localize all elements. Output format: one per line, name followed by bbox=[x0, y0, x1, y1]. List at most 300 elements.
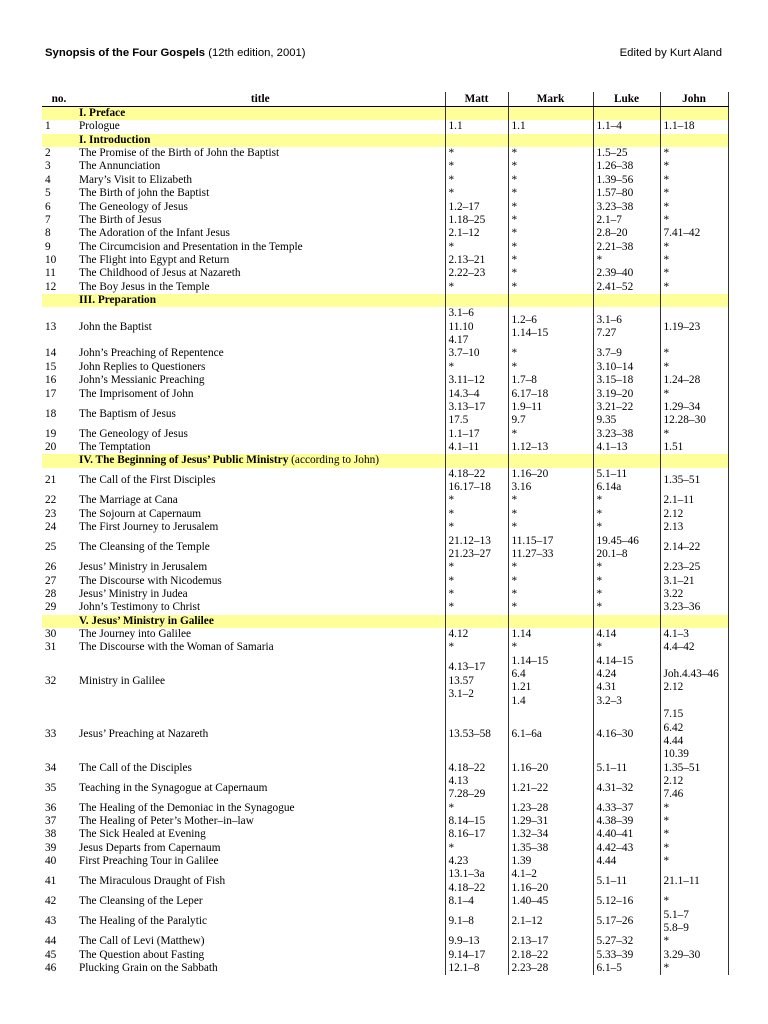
luke-reference-cell bbox=[593, 868, 660, 895]
luke-reference: * bbox=[596, 574, 603, 587]
matt-reference: 3.1–6 bbox=[448, 307, 474, 320]
section-title: III. Preparation bbox=[79, 294, 156, 307]
pericope-number-cell bbox=[42, 601, 76, 614]
section-number-cell bbox=[42, 454, 76, 467]
pericope-number-cell bbox=[42, 775, 76, 802]
matt-reference: 13.53–58 bbox=[448, 728, 491, 741]
luke-reference: 3.7–9 bbox=[596, 347, 622, 360]
luke-reference: 9.35 bbox=[596, 414, 617, 427]
pericope-number-cell bbox=[42, 281, 76, 294]
pericope-number-cell bbox=[42, 828, 76, 841]
luke-reference: 4.44 bbox=[596, 855, 617, 868]
matt-reference: * bbox=[448, 521, 455, 534]
john-reference: * bbox=[663, 347, 670, 360]
pericope-title: Mary’s Visit to Elizabeth bbox=[79, 173, 193, 186]
mark-reference-cell bbox=[508, 962, 593, 975]
john-reference-cell bbox=[660, 388, 728, 401]
matt-reference: 13.57 bbox=[448, 674, 474, 687]
luke-reference-cell bbox=[593, 388, 660, 401]
luke-reference: 5.33–39 bbox=[596, 948, 634, 961]
pericope-title-cell bbox=[76, 160, 445, 173]
mark-reference: 1.14–15 bbox=[511, 327, 549, 340]
section-heading bbox=[79, 454, 445, 467]
matt-reference: * bbox=[448, 240, 455, 253]
luke-reference-cell bbox=[593, 855, 660, 868]
pericope-number-cell bbox=[42, 895, 76, 908]
pericope-number: 8 bbox=[45, 227, 51, 240]
mark-reference: * bbox=[511, 173, 518, 186]
luke-reference: 3.1–6 bbox=[596, 314, 622, 327]
matt-reference: 1.18–25 bbox=[448, 213, 486, 226]
mark-reference-cell bbox=[508, 868, 593, 895]
mark-reference: 1.29–31 bbox=[511, 815, 549, 828]
mark-reference: 1.23–28 bbox=[511, 801, 549, 814]
pericope-title: The Sick Healed at Evening bbox=[79, 828, 206, 841]
pericope-row bbox=[42, 708, 728, 761]
pericope-number: 22 bbox=[45, 494, 57, 507]
john-reference: * bbox=[663, 387, 670, 400]
mark-reference: * bbox=[511, 253, 518, 266]
matt-reference: 8.14–15 bbox=[448, 815, 486, 828]
luke-reference: 5.27–32 bbox=[596, 935, 634, 948]
mark-reference: 1.14 bbox=[511, 628, 532, 641]
mark-reference-cell bbox=[508, 561, 593, 574]
luke-reference: 3.23–38 bbox=[596, 200, 634, 213]
mark-reference: 1.39 bbox=[511, 855, 532, 868]
pericope-title-cell bbox=[76, 575, 445, 588]
pericope-number: 33 bbox=[45, 728, 57, 741]
pericope-number-cell bbox=[42, 160, 76, 173]
pericope-title: The Adoration of the Infant Jesus bbox=[79, 227, 230, 240]
pericope-number: 2 bbox=[45, 147, 51, 160]
luke-reference: 5.1–11 bbox=[596, 467, 628, 480]
luke-reference-cell bbox=[593, 361, 660, 374]
pericope-number: 36 bbox=[45, 801, 57, 814]
luke-reference-cell bbox=[593, 441, 660, 454]
section-number-cell bbox=[42, 615, 76, 628]
john-reference: * bbox=[663, 280, 670, 293]
luke-reference-cell bbox=[593, 708, 660, 761]
pericope-number-cell bbox=[42, 374, 76, 387]
pericope-title: The Cleansing of the Leper bbox=[79, 895, 203, 908]
luke-reference-cell bbox=[593, 575, 660, 588]
pericope-title-cell bbox=[76, 842, 445, 855]
section-heading bbox=[79, 615, 445, 628]
pericope-row bbox=[42, 535, 728, 562]
pericope-number: 26 bbox=[45, 561, 57, 574]
john-reference: 2.1–11 bbox=[663, 494, 695, 507]
luke-reference: 1.26–38 bbox=[596, 160, 634, 173]
luke-reference-cell bbox=[593, 535, 660, 562]
luke-reference-cell bbox=[593, 655, 660, 708]
matt-reference-cell bbox=[445, 241, 508, 254]
matt-reference-cell bbox=[445, 388, 508, 401]
john-reference: 7.46 bbox=[663, 788, 684, 801]
pericope-number-cell bbox=[42, 227, 76, 240]
pericope-number: 20 bbox=[45, 440, 57, 453]
luke-reference: 3.23–38 bbox=[596, 427, 634, 440]
matt-reference-cell bbox=[445, 535, 508, 562]
pericope-title: First Preaching Tour in Galilee bbox=[79, 855, 219, 868]
john-reference-cell bbox=[660, 521, 728, 534]
matt-reference: * bbox=[448, 160, 455, 173]
john-reference: 2.13 bbox=[663, 521, 684, 534]
luke-reference: 2.41–52 bbox=[596, 280, 634, 293]
luke-reference-cell bbox=[593, 628, 660, 641]
pericope-row bbox=[42, 842, 728, 855]
john-reference: 7.41–42 bbox=[663, 227, 701, 240]
section-title: IV. The Beginning of Jesus’ Public Ministry bbox=[79, 454, 289, 467]
luke-reference: 5.1–11 bbox=[596, 875, 628, 888]
john-reference-cell bbox=[660, 855, 728, 868]
matt-reference-cell bbox=[445, 828, 508, 841]
section-title-cell bbox=[76, 134, 445, 147]
john-reference-cell bbox=[660, 401, 728, 428]
matt-reference: 3.1–2 bbox=[448, 688, 474, 701]
luke-reference-cell bbox=[593, 201, 660, 214]
matt-reference: 9.1–8 bbox=[448, 915, 474, 928]
pericope-row bbox=[42, 347, 728, 360]
pericope-title: The Call of Levi (Matthew) bbox=[79, 935, 205, 948]
luke-reference: * bbox=[596, 494, 603, 507]
mark-reference: * bbox=[511, 521, 518, 534]
matt-reference: 12.1–8 bbox=[448, 962, 480, 974]
section-number-cell bbox=[42, 294, 76, 307]
pericope-title: Jesus Departs from Capernaum bbox=[79, 841, 221, 854]
matt-reference: 21.12–13 bbox=[448, 534, 491, 547]
mark-reference: * bbox=[511, 601, 518, 614]
pericope-title-cell bbox=[76, 267, 445, 280]
matt-reference-cell bbox=[445, 281, 508, 294]
pericope-title-cell bbox=[76, 949, 445, 962]
mark-reference-cell bbox=[508, 535, 593, 562]
pericope-number: 46 bbox=[45, 962, 57, 974]
matt-reference-cell bbox=[445, 641, 508, 654]
section-title: V. Jesus’ Ministry in Galilee bbox=[79, 614, 214, 627]
pericope-number-cell bbox=[42, 214, 76, 227]
section-mark-cell bbox=[508, 615, 593, 628]
pericope-number-cell bbox=[42, 388, 76, 401]
section-number-cell bbox=[42, 107, 76, 121]
pericope-number-cell bbox=[42, 147, 76, 160]
section-heading bbox=[79, 294, 445, 307]
john-reference: 1.19–23 bbox=[663, 320, 701, 333]
pericope-number: 23 bbox=[45, 507, 57, 520]
mark-reference-cell bbox=[508, 949, 593, 962]
mark-reference: * bbox=[511, 574, 518, 587]
pericope-title: Jesus’ Ministry in Judea bbox=[79, 587, 188, 600]
john-reference: * bbox=[663, 935, 670, 948]
matt-reference-cell bbox=[445, 201, 508, 214]
pericope-row bbox=[42, 428, 728, 441]
luke-reference: 4.14 bbox=[596, 628, 617, 641]
john-reference-cell bbox=[660, 762, 728, 775]
john-reference: 3.29–30 bbox=[663, 948, 701, 961]
mark-reference: * bbox=[511, 240, 518, 253]
section-mark-cell bbox=[508, 454, 593, 467]
john-reference-cell bbox=[660, 868, 728, 895]
matt-reference-cell bbox=[445, 120, 508, 133]
mark-reference: * bbox=[511, 187, 518, 200]
pericope-row bbox=[42, 120, 728, 133]
matt-reference: 1.1–17 bbox=[448, 427, 480, 440]
john-reference: 10.39 bbox=[663, 748, 689, 761]
matt-reference-cell bbox=[445, 214, 508, 227]
mark-reference-cell bbox=[508, 802, 593, 815]
pericope-number: 6 bbox=[45, 200, 51, 213]
pericope-title-cell bbox=[76, 361, 445, 374]
john-reference-cell bbox=[660, 561, 728, 574]
luke-reference: * bbox=[596, 253, 603, 266]
pericope-row bbox=[42, 174, 728, 187]
section-heading bbox=[79, 107, 445, 120]
pericope-title-cell bbox=[76, 935, 445, 948]
pericope-row bbox=[42, 254, 728, 267]
pericope-title-cell bbox=[76, 762, 445, 775]
mark-reference: 2.13–17 bbox=[511, 935, 549, 948]
section-row bbox=[42, 107, 728, 121]
section-luke-cell bbox=[593, 134, 660, 147]
john-reference: * bbox=[663, 160, 670, 173]
pericope-number: 10 bbox=[45, 253, 57, 266]
john-reference-cell bbox=[660, 588, 728, 601]
pericope-number-cell bbox=[42, 628, 76, 641]
john-reference-cell bbox=[660, 935, 728, 948]
pericope-title: The Imprisoment of John bbox=[79, 387, 194, 400]
section-title: I. Introduction bbox=[79, 133, 151, 146]
mark-reference-cell bbox=[508, 267, 593, 280]
mark-reference: * bbox=[511, 641, 518, 654]
luke-reference: 4.14–15 bbox=[596, 654, 634, 667]
pericope-title: The Discourse with Nicodemus bbox=[79, 574, 222, 587]
john-reference-cell bbox=[660, 949, 728, 962]
pericope-title: The Marriage at Cana bbox=[79, 494, 178, 507]
mark-reference: 1.12–13 bbox=[511, 440, 549, 453]
luke-reference: 1.1–4 bbox=[596, 120, 622, 133]
matt-reference: * bbox=[448, 494, 455, 507]
pericope-number-cell bbox=[42, 267, 76, 280]
mark-reference-cell bbox=[508, 855, 593, 868]
john-reference: * bbox=[663, 253, 670, 266]
luke-reference-cell bbox=[593, 601, 660, 614]
john-reference: * bbox=[663, 427, 670, 440]
matt-reference: * bbox=[448, 841, 455, 854]
john-reference: 1.51 bbox=[663, 440, 684, 453]
luke-reference-cell bbox=[593, 187, 660, 200]
pericope-title: The Circumcision and Presentation in the Temple bbox=[79, 240, 303, 253]
mark-reference: 1.21 bbox=[511, 681, 532, 694]
luke-reference-cell bbox=[593, 307, 660, 347]
matt-reference-cell bbox=[445, 254, 508, 267]
mark-reference-cell bbox=[508, 494, 593, 507]
pericope-title-cell bbox=[76, 441, 445, 454]
john-reference-cell bbox=[660, 895, 728, 908]
matt-reference: 1.2–17 bbox=[448, 200, 480, 213]
pericope-number-cell bbox=[42, 655, 76, 708]
mark-reference: 1.9–11 bbox=[511, 400, 543, 413]
pericope-number: 17 bbox=[45, 387, 57, 400]
pericope-title-cell bbox=[76, 174, 445, 187]
john-reference: 2.12 bbox=[663, 507, 684, 520]
luke-reference: 6.1–5 bbox=[596, 962, 622, 974]
john-reference-cell bbox=[660, 241, 728, 254]
matt-reference-cell bbox=[445, 160, 508, 173]
column-header-john: John bbox=[660, 92, 728, 107]
section-matt-cell bbox=[445, 107, 508, 121]
section-note: (according to John) bbox=[291, 454, 380, 467]
luke-reference-cell bbox=[593, 962, 660, 975]
john-reference: 2.12 bbox=[663, 774, 684, 787]
pericope-number-cell bbox=[42, 201, 76, 214]
luke-reference: * bbox=[596, 601, 603, 614]
section-john-cell bbox=[660, 107, 728, 121]
mark-reference-cell bbox=[508, 935, 593, 948]
mark-reference: * bbox=[511, 561, 518, 574]
matt-reference: 16.17–18 bbox=[448, 481, 491, 494]
john-reference-cell bbox=[660, 174, 728, 187]
pericope-row bbox=[42, 868, 728, 895]
mark-reference-cell bbox=[508, 347, 593, 360]
section-luke-cell bbox=[593, 454, 660, 467]
mark-reference: * bbox=[511, 147, 518, 160]
john-reference: 4.1–3 bbox=[663, 628, 689, 641]
pericope-row bbox=[42, 935, 728, 948]
john-reference-cell bbox=[660, 214, 728, 227]
john-reference: 5.8–9 bbox=[663, 921, 689, 934]
pericope-title-cell bbox=[76, 775, 445, 802]
mark-reference: 6.17–18 bbox=[511, 387, 549, 400]
luke-reference-cell bbox=[593, 815, 660, 828]
matt-reference: 4.17 bbox=[448, 334, 469, 347]
luke-reference-cell bbox=[593, 775, 660, 802]
luke-reference: * bbox=[596, 521, 603, 534]
john-reference: 12.28–30 bbox=[663, 414, 706, 427]
pericope-row bbox=[42, 802, 728, 815]
mark-reference: * bbox=[511, 587, 518, 600]
pericope-row bbox=[42, 201, 728, 214]
pericope-row bbox=[42, 561, 728, 574]
john-reference-cell bbox=[660, 708, 728, 761]
matt-reference-cell bbox=[445, 655, 508, 708]
column-header-number: no. bbox=[42, 92, 76, 107]
luke-reference-cell bbox=[593, 508, 660, 521]
pericope-title-cell bbox=[76, 802, 445, 815]
pericope-number: 30 bbox=[45, 628, 57, 641]
john-reference-cell bbox=[660, 120, 728, 133]
john-reference: * bbox=[663, 360, 670, 373]
john-reference-cell bbox=[660, 281, 728, 294]
mark-reference-cell bbox=[508, 214, 593, 227]
pericope-title: Jesus’ Ministry in Jerusalem bbox=[79, 561, 208, 574]
pericope-number: 39 bbox=[45, 841, 57, 854]
pericope-title: The Geneology of Jesus bbox=[79, 200, 188, 213]
matt-reference-cell bbox=[445, 374, 508, 387]
matt-reference: 8.1–4 bbox=[448, 895, 474, 908]
luke-reference-cell bbox=[593, 561, 660, 574]
matt-reference: * bbox=[448, 561, 455, 574]
pericope-title-cell bbox=[76, 909, 445, 936]
john-reference-cell bbox=[660, 815, 728, 828]
matt-reference-cell bbox=[445, 147, 508, 160]
pericope-number: 24 bbox=[45, 521, 57, 534]
matt-reference: * bbox=[448, 587, 455, 600]
pericope-number: 40 bbox=[45, 855, 57, 868]
pericope-number: 27 bbox=[45, 574, 57, 587]
pericope-number-cell bbox=[42, 708, 76, 761]
pericope-title-cell bbox=[76, 855, 445, 868]
mark-reference-cell bbox=[508, 428, 593, 441]
pericope-number: 19 bbox=[45, 427, 57, 440]
john-reference: 4.44 bbox=[663, 734, 684, 747]
pericope-number-cell bbox=[42, 535, 76, 562]
pericope-title: The Question about Fasting bbox=[79, 948, 205, 961]
pericope-row bbox=[42, 388, 728, 401]
section-luke-cell bbox=[593, 107, 660, 121]
mark-reference-cell bbox=[508, 227, 593, 240]
luke-reference-cell bbox=[593, 374, 660, 387]
matt-reference: * bbox=[448, 507, 455, 520]
pericope-row bbox=[42, 160, 728, 173]
pericope-title: Prologue bbox=[79, 120, 120, 133]
john-reference-cell bbox=[660, 601, 728, 614]
john-reference: 1.35–51 bbox=[663, 761, 701, 774]
matt-reference: 1.1 bbox=[448, 120, 463, 133]
section-luke-cell bbox=[593, 294, 660, 307]
pericope-number-cell bbox=[42, 802, 76, 815]
pericope-title: John’s Messianic Preaching bbox=[79, 374, 205, 387]
mark-reference-cell bbox=[508, 762, 593, 775]
pericope-row bbox=[42, 187, 728, 200]
luke-reference: 5.12–16 bbox=[596, 895, 634, 908]
pericope-title-cell bbox=[76, 508, 445, 521]
mark-reference: * bbox=[511, 427, 518, 440]
pericope-title: The Annunciation bbox=[79, 160, 161, 173]
pericope-row bbox=[42, 468, 728, 495]
john-reference: 6.42 bbox=[663, 721, 684, 734]
john-reference-cell bbox=[660, 307, 728, 347]
matt-reference-cell bbox=[445, 401, 508, 428]
pericope-number: 21 bbox=[45, 474, 57, 487]
section-matt-cell bbox=[445, 615, 508, 628]
luke-reference: * bbox=[596, 641, 603, 654]
pericope-row bbox=[42, 281, 728, 294]
mark-reference-cell bbox=[508, 441, 593, 454]
matt-reference-cell bbox=[445, 775, 508, 802]
mark-reference: 2.18–22 bbox=[511, 948, 549, 961]
column-header-title: title bbox=[76, 92, 445, 107]
matt-reference: 4.23 bbox=[448, 855, 469, 868]
matt-reference: 2.1–12 bbox=[448, 227, 480, 240]
luke-reference: 4.38–39 bbox=[596, 815, 634, 828]
pericope-title-cell bbox=[76, 521, 445, 534]
matt-reference-cell bbox=[445, 494, 508, 507]
john-reference-cell bbox=[660, 267, 728, 280]
section-mark-cell bbox=[508, 294, 593, 307]
pericope-title: The Promise of the Birth of John the Baptist bbox=[79, 147, 280, 160]
mark-reference-cell bbox=[508, 775, 593, 802]
john-reference: * bbox=[663, 213, 670, 226]
pericope-title-cell bbox=[76, 535, 445, 562]
section-title-cell bbox=[76, 454, 445, 467]
john-reference: * bbox=[663, 267, 670, 280]
matt-reference: * bbox=[448, 147, 455, 160]
pericope-number: 29 bbox=[45, 601, 57, 614]
matt-reference-cell bbox=[445, 174, 508, 187]
section-title: I. Preface bbox=[79, 107, 126, 119]
pericope-row bbox=[42, 909, 728, 936]
mark-reference-cell bbox=[508, 708, 593, 761]
synopsis-table bbox=[42, 92, 729, 975]
